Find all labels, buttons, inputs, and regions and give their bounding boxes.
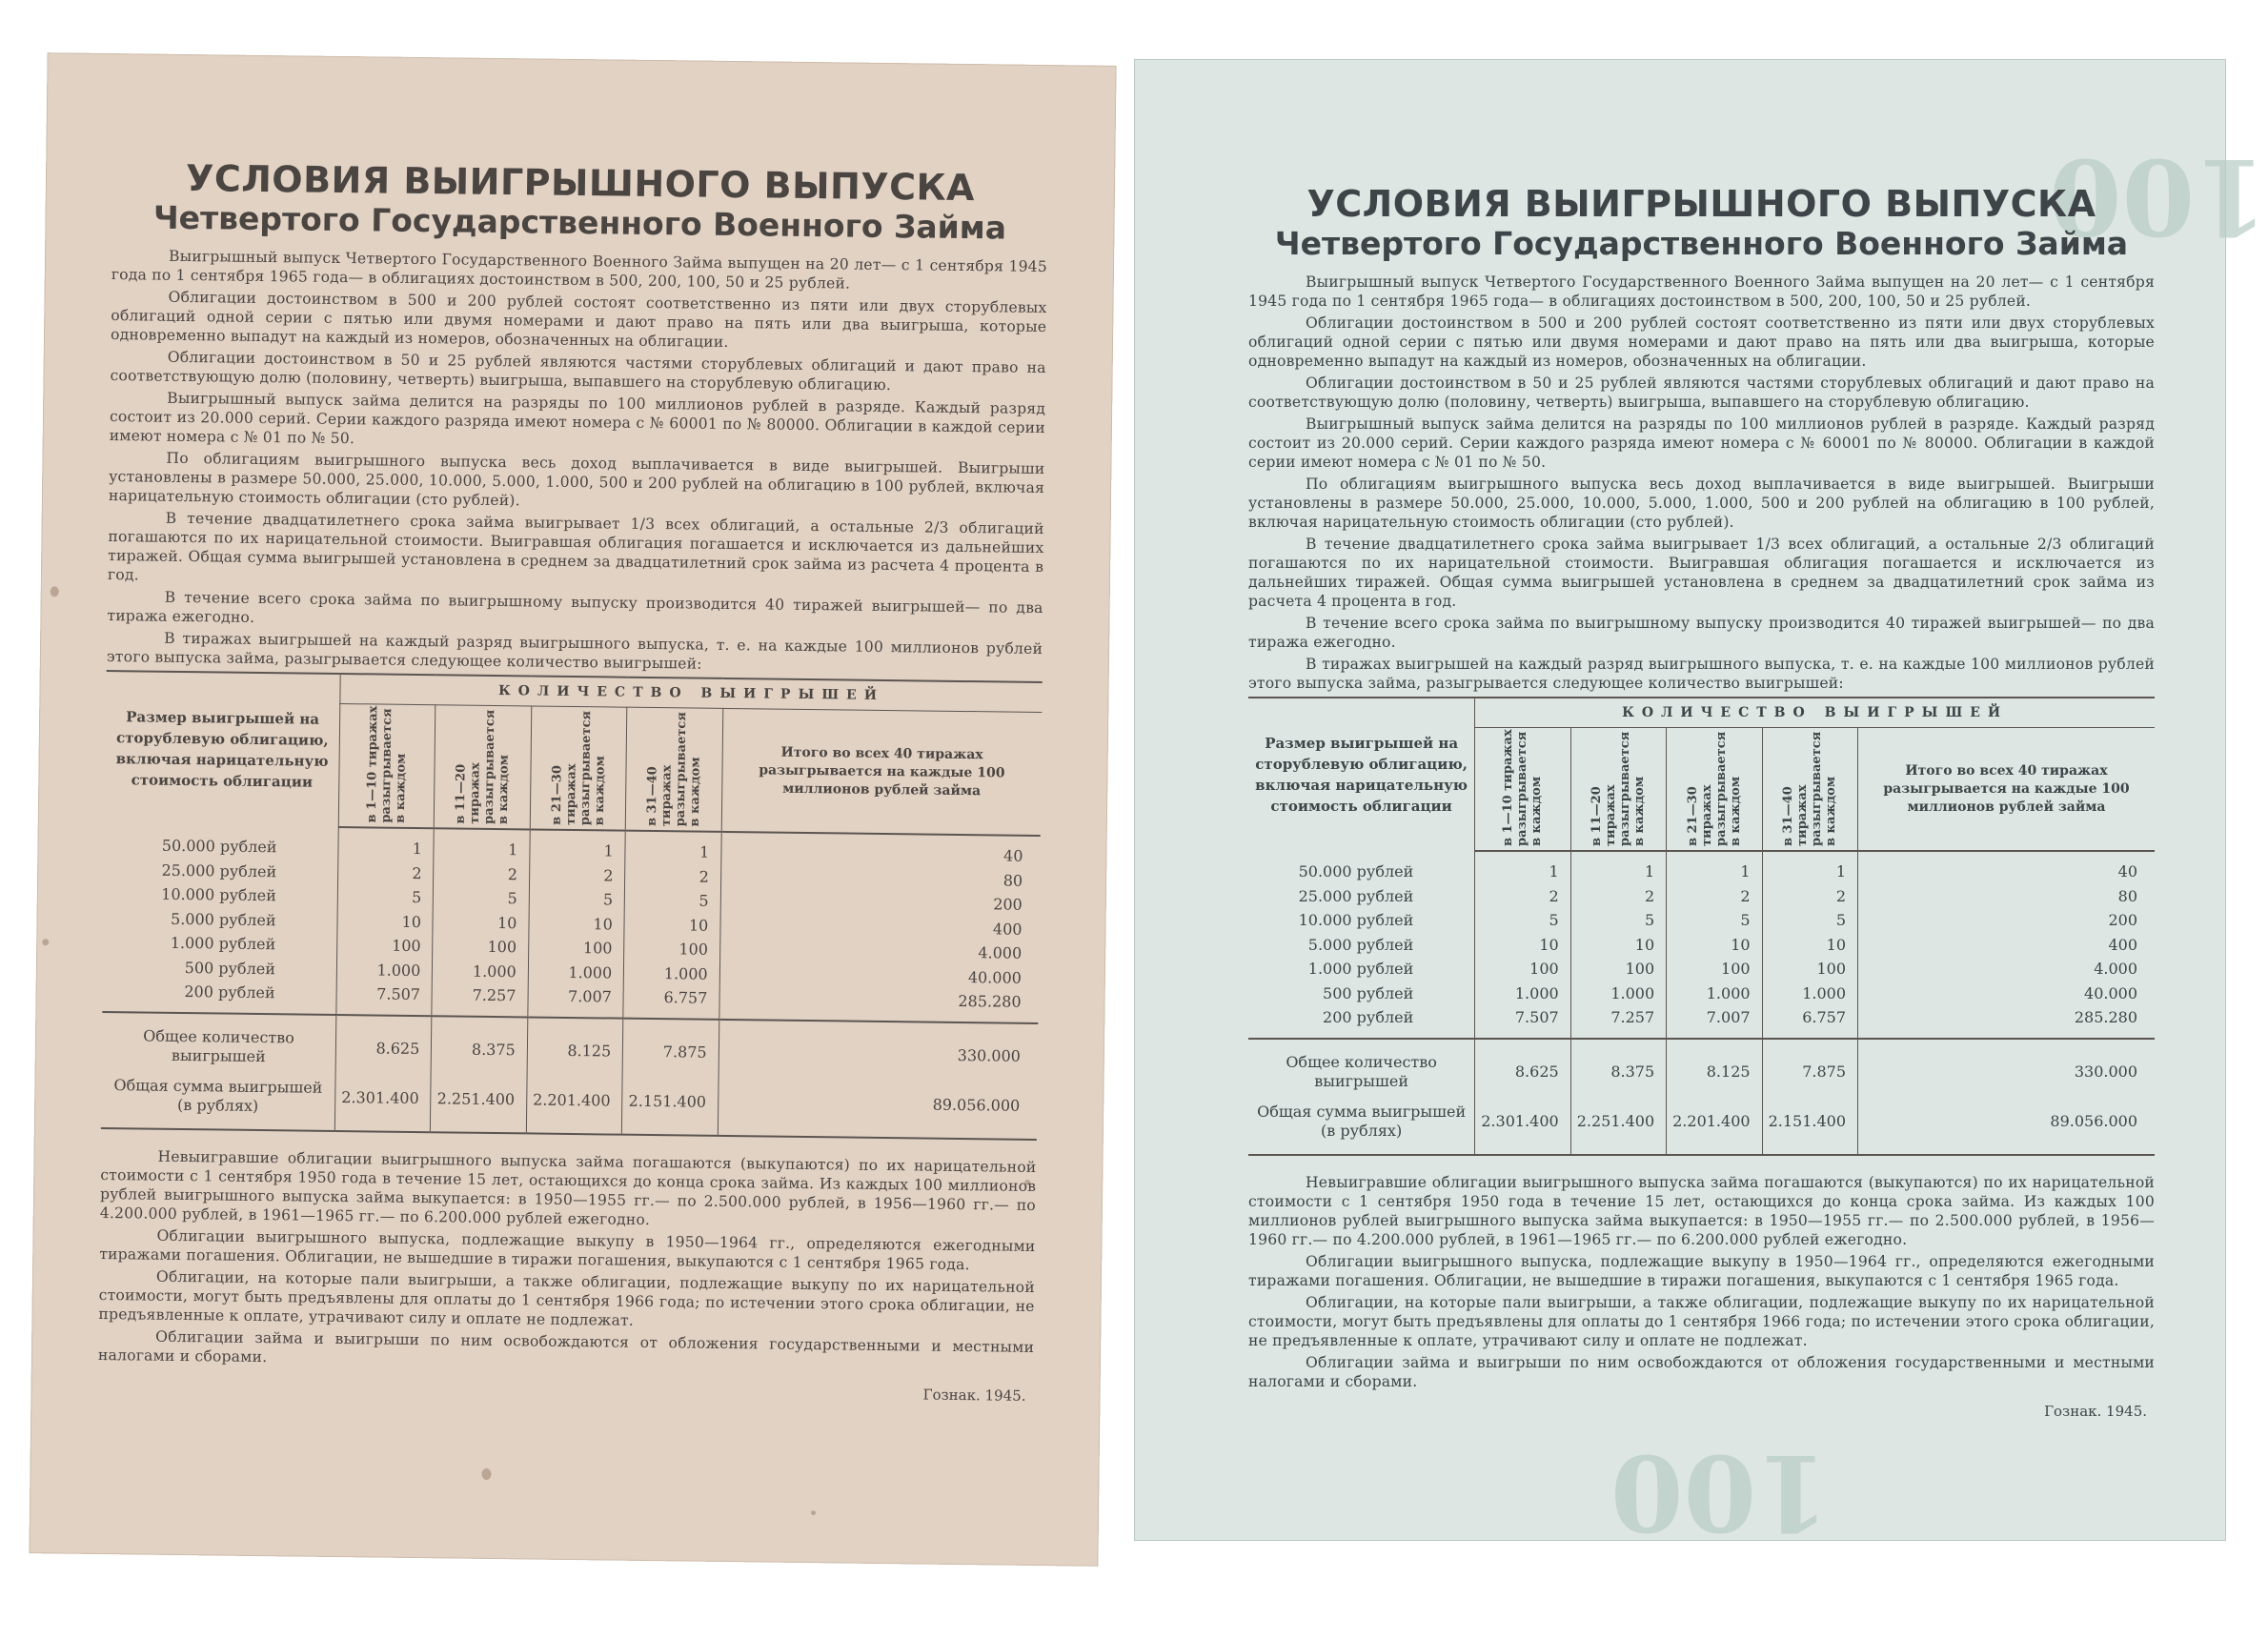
table-cell: 1.000 <box>624 961 720 986</box>
table-cell: 200 <box>720 889 1040 918</box>
closing-paragraph: Облигации, на которые пали выигрыши, а также облигации, подлежащие выкупу по их нарицательной стоимости, могут быть предъявлены для оплаты до 1 сентября 1966 года; по истечении этого срока облигации, не предъявленные к оплате, утрачивают силу и оплате не подлежат. <box>98 1267 1036 1329</box>
row-label: 500 рублей <box>1323 983 1414 1002</box>
table-cell: 8.375 <box>431 1016 527 1081</box>
intro-paragraph: Выигрышный выпуск Четвертого Государственного Военного Займа выпущен на 20 лет— с 1 сентября 1945 года по 1 сентября 1965 года— в облигациях достоинством в 500, 200, 100, 50 и 25 рублей. <box>1248 273 2155 310</box>
table-cell: 8.125 <box>527 1017 623 1082</box>
table-cell: 8.625 <box>1475 1039 1570 1103</box>
table-col-header: в 1—10 тиражах разыгрывается в каждом <box>338 704 435 829</box>
table-cell: 2 <box>625 863 721 889</box>
intro-paragraph: Облигации достоинством в 50 и 25 рублей являются частями сторублевых облигаций и дают право на соответствующую долю (половину, четверть) выигрыша, выпавшего на сторублевую облигацию. <box>1248 374 2155 411</box>
table-cell: 1.000 <box>1475 981 1570 1006</box>
row-label: 5.000 рублей <box>1307 935 1414 954</box>
row-label: 25.000 рублей <box>1298 886 1414 905</box>
table-col-header: в 21—30 тиражах разыгрывается в каждом <box>1667 728 1762 852</box>
table-cell: 2.301.400 <box>334 1078 431 1131</box>
table-cell: 5 <box>434 885 530 911</box>
table-cell: 10 <box>1570 933 1666 958</box>
table-cell: 1.000 <box>433 959 529 984</box>
table-cell: 10 <box>1762 933 1857 958</box>
table-cell: 1.000 <box>1762 981 1857 1006</box>
intro-paragraph: В тиражах выигрышей на каждый разряд выигрышного выпуска, т. е. на каждые 100 миллионов рублей этого выпуска займа, разыгрывается следующее количество выигрышей: <box>106 629 1043 673</box>
table-cell: 5 <box>1570 908 1666 933</box>
bond-sheet-left <box>29 52 1116 1567</box>
table-cell: 8.625 <box>335 1014 432 1079</box>
table-cell: 7.507 <box>336 981 433 1016</box>
row-label: 25.000 рублей <box>161 860 277 880</box>
closing-paragraph: Невыигравшие облигации выигрышного выпуска займа погашаются (выкупаются) по их нарицательной стоимости с 1 сентября 1950 года в течение 15 лет, остающихся до конца срока займа. Из каждых 100 миллионов рублей выигрышного выпуска займа выкупается: в 1950—1955 гг.— по 2.500.000 рублей, в 1956—1960 гг.— по 4.200.000 рублей, в 1961—1965 гг.— по 6.200.000 рублей ежегодно. <box>1248 1173 2155 1248</box>
intro-paragraph: В течение двадцатилетнего срока займа выигрывает 1/3 всех облигаций, а остальные 2/3 облигаций погашаются по их нарицательной стоимости. Выигравшая облигация погашается и исключается из дальнейших тиражей. Общая сумма выигрышей установлена в среднем за двадцатилетний срок займа из расчета 4 процента в год. <box>1248 536 2155 610</box>
watermark-digits-bottom: 100 <box>1610 1431 1830 1554</box>
row-label: Общая сумма выигрышей (в рублях) <box>101 1075 335 1130</box>
table-cell: 330.000 <box>719 1019 1039 1086</box>
table-cell: 10 <box>337 908 434 934</box>
table-cell: 5 <box>1762 908 1857 933</box>
table-total-sum-row <box>101 1075 1038 1139</box>
table-cell: 5 <box>1475 908 1570 933</box>
table-cell: 2 <box>1570 884 1666 909</box>
closing-paragraph: Облигации выигрышного выпуска, подлежащие выкупу в 1950—1964 гг., определяются ежегодными тиражами погашения. Облигации, не вышедшие в тиражи погашения, выкупаются с 1 сентября 1965 года. <box>1248 1252 2155 1289</box>
watermark-digits-top: 100 <box>2049 135 2268 258</box>
table-cell: 89.056.000 <box>718 1083 1037 1139</box>
table-cell: 2 <box>338 860 435 885</box>
doc-title: УСЛОВИЯ ВЫИГРЫШНОГО ВЫПУСКА <box>1306 183 2096 225</box>
doc-title: УСЛОВИЯ ВЫИГРЫШНОГО ВЫПУСКА <box>185 156 976 210</box>
table-cell: 4.000 <box>1858 957 2156 981</box>
table-cell: 2 <box>1667 884 1762 909</box>
table-row <box>1248 957 2155 981</box>
table-cell: 400 <box>1858 933 2156 958</box>
table-cell: 8.375 <box>1570 1039 1666 1103</box>
table-cell: 1.000 <box>528 960 624 985</box>
intro-paragraph: Выигрышный выпуск займа делится на разряды по 100 миллионов рублей в разряде. Каждый разряд состоит из 20.000 серий. Серии каждого разряда имеют номера с № 60001 по № 80000. Облигации в каждой серии имеют номера с № 01 по № 50. <box>1248 415 2155 471</box>
closing-paragraph: Облигации займа и выигрыши по ним освобождаются от обложения государственными и местными налогами и сборами. <box>1248 1353 2155 1390</box>
table-cell: 80 <box>720 864 1040 893</box>
table-cell: 1 <box>1762 851 1857 884</box>
table-row <box>1248 908 2155 933</box>
table-cell: 5 <box>1667 908 1762 933</box>
table-col-header: в 11—20 тиражах разыгрывается в каждом <box>435 705 532 830</box>
closing-paragraph: Невыигравшие облигации выигрышного выпуска займа погашаются (выкупаются) по их нарицательной стоимости с 1 сентября 1950 года в течение 15 лет, остающихся до конца срока займа. Из каждых 100 миллионов рублей выигрышного выпуска займа выкупается: в 1950—1955 гг.— по 2.500.000 рублей, в 1956—1960 гг.— по 4.200.000 рублей, в 1961—1965 гг.— по 6.200.000 рублей ежегодно. <box>99 1147 1037 1228</box>
table-total-sum-row <box>1248 1103 2155 1155</box>
table-cell: 100 <box>433 934 529 960</box>
table-col-header: в 21—30 тиражах разыгрывается в каждом <box>530 706 627 831</box>
intro-paragraph: По облигациям выигрышного выпуска весь доход выплачивается в виде выигрышей. Выигрыши установлены в размере 50.000, 25.000, 10.000, 5.000, 1.000, 500 и 200 рублей на облигацию в 100 рублей, включая нарицательную стоимость облигации (сто рублей). <box>108 449 1045 510</box>
stain-mark <box>51 586 59 597</box>
document-body <box>1248 183 2155 1420</box>
table-cell: 2 <box>1475 884 1570 909</box>
table-row <box>1248 1005 2155 1039</box>
intro-paragraph: Облигации достоинством в 50 и 25 рублей являются частями сторублевых облигаций и дают право на соответствующую долю (половину, четверть) выигрыша, выпавшего на сторублевую облигацию. <box>110 348 1046 395</box>
table-cell: 6.757 <box>1762 1005 1857 1039</box>
table-first-col-header: Размер выигрышей на сторублевую облигацию, включая нарицательную стоимость облигации <box>1248 698 1475 851</box>
row-label: 50.000 рублей <box>1298 861 1414 880</box>
table-col-header: в 31—40 тиражах разыгрывается в каждом <box>626 707 723 832</box>
table-cell: 2.201.400 <box>526 1081 622 1134</box>
table-cell: 1 <box>625 831 721 865</box>
table-total-count-row <box>102 1011 1039 1086</box>
table-cell: 2 <box>529 862 625 888</box>
table-cell: 7.257 <box>1570 1005 1666 1039</box>
table-cell: 8.125 <box>1667 1039 1762 1103</box>
row-label: 200 рублей <box>1248 1005 1475 1039</box>
table-cell: 1 <box>338 827 435 861</box>
table-cell: 330.000 <box>1858 1039 2156 1103</box>
intro-paragraph: По облигациям выигрышного выпуска весь доход выплачивается в виде выигрышей. Выигрыши установлены в размере 50.000, 25.000, 10.000, 5.000, 1.000, 500 и 200 рублей на облигацию в 100 рублей, включая нарицательную стоимость облигации (сто рублей). <box>1248 476 2155 531</box>
table-cell: 2 <box>434 861 530 887</box>
table-cell: 2.301.400 <box>1475 1103 1570 1155</box>
row-label: Общая сумма выигрышей (в рублях) <box>1248 1103 1475 1155</box>
table-total-header: Итого во всех 40 тиражах разыгрывается на каждые 100 миллионов рублей займа <box>721 708 1042 836</box>
table-cell: 10 <box>433 910 529 936</box>
stain-mark <box>811 1510 816 1515</box>
table-cell: 100 <box>1570 957 1666 981</box>
table-row <box>1248 981 2155 1006</box>
table-total-count-row <box>1248 1039 2155 1103</box>
table-cell: 40 <box>721 832 1041 869</box>
table-row <box>1248 884 2155 909</box>
table-cell: 2 <box>1762 884 1857 909</box>
table-cell: 6.757 <box>623 985 719 1020</box>
table-cell: 5 <box>337 884 434 910</box>
document-body <box>97 156 1048 1404</box>
intro-paragraph: В течение всего срока займа по выигрышному выпуску производится 40 тиражей выигрышей— по два тиража ежегодно. <box>107 588 1043 626</box>
table-cell: 5 <box>529 886 625 912</box>
table-cell: 1.000 <box>1667 981 1762 1006</box>
row-label: 200 рублей <box>102 979 336 1014</box>
table-col-header: в 11—20 тиражах разыгрывается в каждом <box>1570 728 1666 852</box>
table-cell: 2.151.400 <box>622 1082 719 1135</box>
table-group-header: КОЛИЧЕСТВО ВЫИГРЫШЕЙ <box>340 674 1043 712</box>
table-cell: 1 <box>530 829 626 863</box>
row-label: 50.000 рублей <box>161 836 277 856</box>
table-cell: 40 <box>1858 851 2156 884</box>
table-cell: 5 <box>625 888 721 914</box>
intro-paragraph: В течение двадцатилетнего срока займа выигрывает 1/3 всех облигаций, а остальные 2/3 облигаций погашаются по их нарицательной стоимости. Выигравшая облигация погашается и исключается из дальнейших тиражей. Общая сумма выигрышей установлена в среднем за двадцатилетний срок займа из расчета 4 процента в год. <box>107 509 1044 584</box>
table-cell: 285.280 <box>719 986 1039 1023</box>
row-label: Общее количество выигрышей <box>1286 1052 1437 1090</box>
table-cell: 1 <box>1570 851 1666 884</box>
printer-imprint: Гознак. 1945. <box>2044 1402 2147 1420</box>
closing-paragraph: Облигации выигрышного выпуска, подлежащие выкупу в 1950—1964 гг., определяются ежегодными тиражами погашения. Облигации, не вышедшие в тиражи погашения, выкупаются с 1 сентября 1965 года. <box>99 1226 1036 1273</box>
table-cell: 1 <box>1667 851 1762 884</box>
table-group-header: КОЛИЧЕСТВО ВЫИГРЫШЕЙ <box>1475 698 2155 728</box>
table-cell: 40.000 <box>1858 981 2156 1006</box>
table-cell: 2.251.400 <box>1570 1103 1666 1155</box>
intro-paragraph: Выигрышный выпуск Четвертого Государственного Военного Займа выпущен на 20 лет— с 1 сентября 1945 года по 1 сентября 1965 года— в облигациях достоинством в 500, 200, 100, 50 и 25 рублей. <box>111 247 1048 293</box>
stain-mark <box>481 1468 491 1480</box>
intro-paragraph: В тиражах выигрышей на каждый разряд выигрышного выпуска, т. е. на каждые 100 миллионов рублей этого выпуска займа, разыгрывается следующее количество выигрышей: <box>1248 656 2155 692</box>
table-cell: 7.257 <box>432 982 528 1017</box>
table-cell: 100 <box>337 933 434 959</box>
table-cell: 10 <box>624 912 720 938</box>
table-cell: 1 <box>1475 851 1570 884</box>
table-cell: 2.251.400 <box>431 1080 527 1133</box>
table-cell: 40.000 <box>719 961 1039 990</box>
table-cell: 285.280 <box>1858 1005 2156 1039</box>
intro-paragraph: Выигрышный выпуск займа делится на разряды по 100 миллионов рублей в разряде. Каждый разряд состоит из 20.000 серий. Серии каждого разряда имеют номера с № 60001 по № 80000. Облигации в каждой серии имеют номера с № 01 по № 50. <box>109 389 1046 448</box>
table-cell: 80 <box>1858 884 2156 909</box>
table-cell: 4.000 <box>719 938 1039 966</box>
stain-mark <box>42 939 49 945</box>
table-col-header: в 31—40 тиражах разыгрывается в каждом <box>1762 728 1857 852</box>
table-cell: 200 <box>1858 908 2156 933</box>
table-cell: 1.000 <box>336 957 433 982</box>
row-label: Общее количество выигрышей <box>143 1026 294 1065</box>
doc-subtitle: Четвертого Государственного Военного Займа <box>1274 225 2129 262</box>
table-cell: 10 <box>1667 933 1762 958</box>
table-cell: 1.000 <box>1570 981 1666 1006</box>
printer-imprint: Гознак. 1945. <box>922 1386 1026 1405</box>
table-cell: 100 <box>624 937 720 962</box>
row-label: 1.000 рублей <box>1307 960 1414 978</box>
closing-paragraph: Облигации, на которые пали выигрыши, а также облигации, подлежащие выкупу по их нарицательной стоимости, могут быть предъявлены для оплаты до 1 сентября 1966 года; по истечении этого срока облигации, не предъявленные к оплате, утрачивают силу и оплате не подлежат. <box>1248 1293 2155 1349</box>
table-cell: 2.151.400 <box>1762 1103 1857 1155</box>
table-cell: 100 <box>1667 957 1762 981</box>
table-first-col-header: Размер выигрышей на сторублевую облигацию, включая нарицательную стоимость облигации <box>105 671 340 827</box>
table-cell: 10 <box>1475 933 1570 958</box>
table-cell: 2.201.400 <box>1667 1103 1762 1155</box>
table-row <box>1248 851 2155 884</box>
table-col-header: в 1—10 тиражах разыгрывается в каждом <box>1475 728 1570 852</box>
row-label: 1.000 рублей <box>170 933 276 954</box>
table-cell: 7.507 <box>1475 1005 1570 1039</box>
table-cell: 7.007 <box>528 983 624 1018</box>
table-cell: 7.875 <box>622 1018 719 1083</box>
table-total-header: Итого во всех 40 тиражах разыгрывается на каждые 100 миллионов рублей займа <box>1858 728 2156 852</box>
table-cell: 100 <box>1762 957 1857 981</box>
table-cell: 1 <box>434 828 530 862</box>
intro-paragraph: В течение всего срока займа по выигрышному выпуску производится 40 тиражей выигрышей— по два тиража ежегодно. <box>1248 615 2155 651</box>
row-label: 10.000 рублей <box>1298 911 1414 929</box>
doc-subtitle: Четвертого Государственного Военного Займа <box>152 198 1007 247</box>
table-cell: 7.875 <box>1762 1039 1857 1103</box>
table-cell: 100 <box>528 935 624 961</box>
table-cell: 7.007 <box>1667 1005 1762 1039</box>
winnings-table <box>1248 697 2155 1156</box>
intro-paragraph: Облигации достоинством в 500 и 200 рублей состоят соответственно из пяти или двух сторублевых облигаций одной серии с пятью или двумя номерами и дают право на пять или два выигрыша, которые одновременно выпадут на каждый из номеров, обозначенных на облигации. <box>110 288 1047 351</box>
bond-sheet-right <box>1134 59 2268 1554</box>
row-label: 5.000 рублей <box>170 909 276 929</box>
table-row <box>1248 933 2155 958</box>
row-label: 10.000 рублей <box>161 884 276 905</box>
winnings-table <box>101 670 1043 1140</box>
table-cell: 100 <box>1475 957 1570 981</box>
table-cell: 10 <box>529 911 625 937</box>
table-cell: 400 <box>720 913 1040 941</box>
row-label: 500 рублей <box>184 958 276 978</box>
table-cell: 89.056.000 <box>1858 1103 2156 1155</box>
closing-paragraph: Облигации займа и выигрыши по ним освобождаются от обложения государственными и местными налогами и сборами. <box>97 1327 1035 1366</box>
intro-paragraph: Облигации достоинством в 500 и 200 рублей состоят соответственно из пяти или двух сторублевых облигаций одной серии с пятью или двумя номерами и дают право на пять или два выигрыша, которые одновременно выпадут на каждый из номеров, обозначенных на облигации. <box>1248 314 2155 370</box>
